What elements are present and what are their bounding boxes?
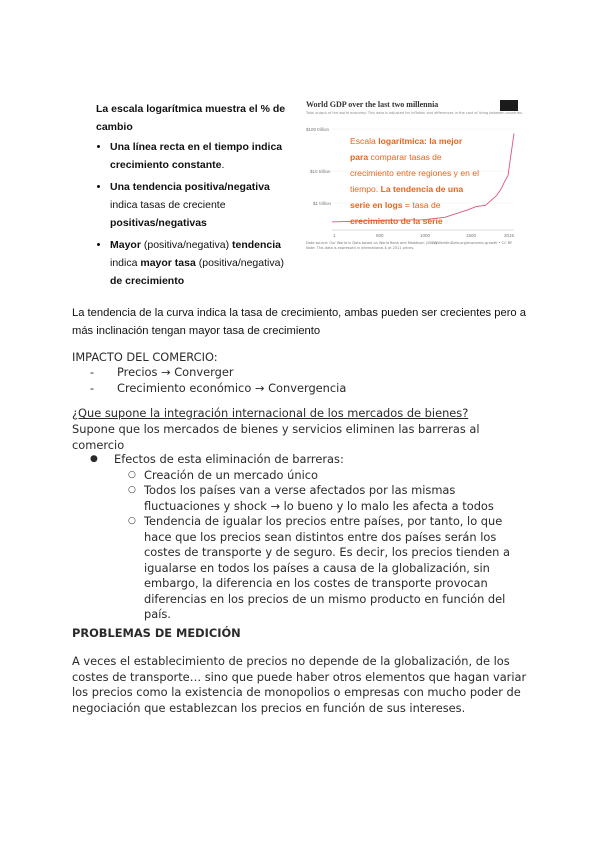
sub-bullet-marker: ○ <box>128 485 136 495</box>
text-run: Una línea recta en el tiempo indica crecimiento constante <box>110 141 283 171</box>
source-text: Data source: Our World in Data based on World Bank and Maddison (2017) <box>306 241 438 245</box>
curve-paragraph: La tendencia de la curva indica la tasa de crecimiento, ambas pueden ser crecientes pero a más inclinación tengan mayor tasa de crecimiento <box>72 307 526 337</box>
impacto-list <box>90 365 490 396</box>
sub-bullet-marker: ○ <box>128 516 136 526</box>
x-tick-label: 2015 <box>504 233 515 238</box>
slide-bullet <box>110 138 286 174</box>
text-run: . <box>221 159 225 171</box>
dash-marker: - <box>90 365 95 379</box>
list-item <box>90 452 530 468</box>
integracion-text: Supone que los mercados de bienes y servicios eliminen las barreras al comercio <box>72 422 480 452</box>
text-run: logarítmica: la mejor para <box>350 136 463 162</box>
text-run: (positiva/negativa) <box>140 239 232 251</box>
integracion-bullets <box>90 452 530 623</box>
problemas-heading: PROBLEMAS DE MEDICIÓN <box>72 626 241 640</box>
integracion-question: ¿Que supone la integración internacional de los mercados de bienes? <box>72 406 469 420</box>
y-tick-label: $1 trillion <box>313 201 332 206</box>
sub-list-item-text: Tendencia de igualar los precios entre países, por tanto, lo que hace que los precios sean distintos entre dos países serán los costes de transporte y de seguro. Es decir, los precios tienden a igualarse en todos los países a causa de la globalización, sin embargo, la diferencia en los costes de transporte provocan diferencias en los precios de un mismo producto en función del país. <box>144 514 510 621</box>
gdp-figure <box>306 100 523 250</box>
impacto-heading: IMPACTO DEL COMERCIO: <box>72 350 218 364</box>
x-tick-label: 1500 <box>466 233 477 238</box>
text-run: mayor tasa <box>140 257 196 269</box>
figure-annotation <box>350 133 480 229</box>
x-tick-label: 1 <box>333 233 336 238</box>
figure-subtitle: Total output of the world economy. This data is adjusted for inflation and differences in the cost of living between countries. <box>306 111 523 115</box>
figure-title: World GDP over the last two millennia <box>306 100 439 109</box>
list-item-text: Efectos de esta eliminación de barreras: <box>114 452 344 466</box>
problemas-text: A veces el establecimiento de precios no depende de la globalización, de los costes de transporte… sino que puede haber otros elementos que hagan variar los precios como la existencia de monopolios o empresas con mucho poder de negociación que establezcan los precios en función de sus intereses. <box>72 654 527 715</box>
text-run: Mayor <box>110 239 141 251</box>
text-run: (positiva/negativa) <box>195 257 284 269</box>
text-run: = tasa de <box>402 200 441 210</box>
bullet-marker: ● <box>90 454 98 464</box>
list-item-text: Precios → Converger <box>117 365 234 379</box>
sub-bullet-marker: ○ <box>128 469 136 480</box>
sub-list-item <box>90 468 530 484</box>
sub-list-item-text: Todos los países van a verse afectados por las mismas fluctuaciones y shock → lo bueno y lo malo les afecta a todos <box>144 483 494 513</box>
text-run: tendencia <box>231 239 281 251</box>
sub-list-item <box>90 514 530 623</box>
text-run: indica tasas de creciente <box>110 199 226 211</box>
text-run: de crecimiento <box>110 275 185 287</box>
x-tick-label: 500 <box>376 233 384 238</box>
sub-list-item-text: Creación de un mercado único <box>144 467 318 482</box>
figure-source <box>306 241 437 251</box>
sub-list-item <box>90 483 530 514</box>
text-run: comparar tasas de crecimiento entre regiones y en el tiempo. <box>350 152 479 194</box>
list-item <box>90 381 490 397</box>
text-run: Una tendencia positiva/negativa <box>110 181 270 193</box>
text-run: positivas/negativas <box>110 217 207 229</box>
slide-bullet <box>110 236 286 290</box>
text-run: indica <box>110 257 141 269</box>
text-run: crecimiento de la serie <box>350 216 443 226</box>
list-item-text: Crecimiento económico → Convergencia <box>117 380 347 395</box>
note-text: Note: This data is expressed in international-$ at 2011 prices. <box>306 246 415 250</box>
slide-text <box>96 100 286 294</box>
slide-bullet <box>110 178 286 232</box>
figure-link: OurWorldInData.org/economic-growth • CC BY <box>430 241 512 245</box>
dash-marker: - <box>90 380 95 395</box>
text-run: La tendencia de una serie en logs <box>350 184 464 210</box>
slide-intro: La escala logarítmica muestra el % de cambio <box>96 103 286 133</box>
y-tick-label: $100 trillion <box>306 127 330 132</box>
text-run: Escala <box>350 136 379 146</box>
x-tick-label: 1000 <box>420 233 431 238</box>
slide-bullet-list <box>96 138 286 290</box>
list-item <box>90 365 490 381</box>
y-tick-label: $10 trillion <box>310 169 331 174</box>
